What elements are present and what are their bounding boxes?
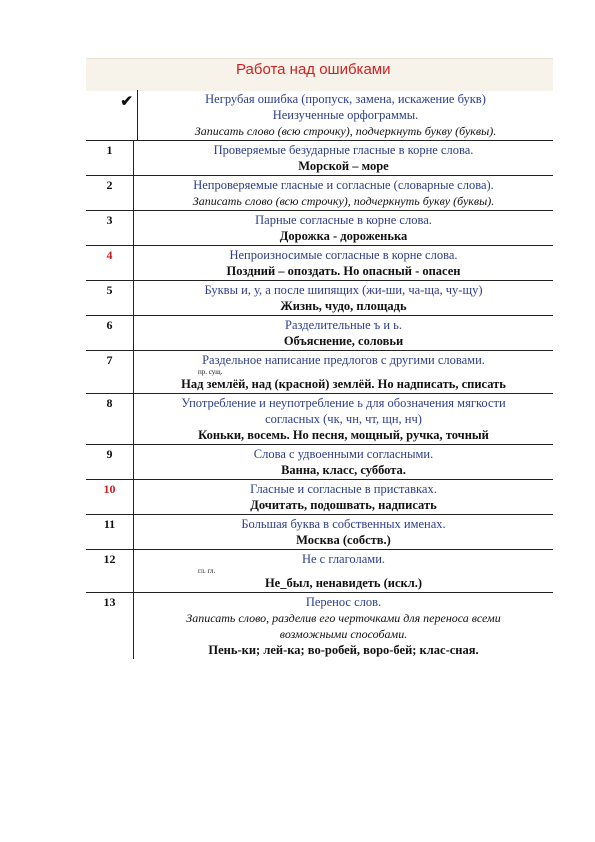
row-content (134, 141, 553, 175)
row-number: 13 (86, 593, 134, 659)
rule-text: Проверяемые безударные гласные в корне слова. (213, 143, 474, 157)
rule-text: Раздельное написание предлогов с другими словами. (202, 353, 485, 367)
table-row (86, 480, 553, 515)
example-text: Объяснение, соловьи (283, 334, 404, 348)
example-text: Коньки, восемь. Но песня, мощный, ручка, точный (198, 428, 489, 442)
row-content (134, 211, 553, 245)
row-number: 10 (86, 480, 134, 514)
row-number: 8 (86, 394, 134, 444)
example-text: Морской – море (298, 159, 389, 173)
table-row (86, 90, 553, 141)
row-content (134, 316, 553, 350)
table-row (86, 246, 553, 281)
table-row (86, 394, 553, 445)
table-row (86, 351, 553, 394)
table-row (86, 281, 553, 316)
rule-text: Не с глаголами. (301, 552, 386, 566)
row-number: 12 (86, 550, 134, 592)
row-number: 2 (86, 176, 134, 210)
row-number: 4 (86, 246, 134, 280)
row-content (134, 351, 553, 393)
page-header (86, 58, 553, 91)
row-number: 3 (86, 211, 134, 245)
row-number: 7 (86, 351, 134, 393)
example-text: Дочитать, подошвать, надписать (250, 498, 437, 512)
rule-text: Непроизносимые согласные в корне слова. (229, 248, 458, 262)
row-content (134, 281, 553, 315)
example-text: Ванна, класс, суббота. (281, 463, 406, 477)
example-text: Над землёй, над (красной) землёй. Но надписать, списать (181, 377, 506, 391)
row-number: 11 (86, 515, 134, 549)
row-number: 9 (86, 445, 134, 479)
row-content (134, 246, 553, 280)
instruction-text: Записать слово (всю строчку), подчеркнуть букву (буквы). (194, 124, 497, 138)
errors-table (86, 90, 553, 659)
grammar-mark: гл. гл. (198, 567, 216, 575)
instruction-text: возможными способами. (279, 627, 408, 641)
rule-text: согласных (чк, чн, чт, щн, нч) (265, 412, 422, 426)
row-content (134, 593, 553, 659)
row-content (134, 515, 553, 549)
row-number: 1 (86, 141, 134, 175)
table-row (86, 593, 553, 659)
row-number: 6 (86, 316, 134, 350)
row-content (134, 176, 553, 210)
rule-text: Буквы и, у, а после шипящих (жи-ши, ча-ща, чу-щу) (204, 283, 483, 297)
row-number: 5 (86, 281, 134, 315)
rule-text: Негрубая ошибка (пропуск, замена, искажение букв) (205, 92, 486, 106)
example-text: Москва (собств.) (296, 533, 391, 547)
example-text: Пень-ки; лей-ка; во-робей, воро-бей; клас-сная. (208, 643, 479, 657)
rule-text: Слова с удвоенными согласными. (253, 447, 434, 461)
table-row (86, 515, 553, 550)
row-content (134, 480, 553, 514)
page-title: Работа над ошибками (236, 61, 391, 78)
rule-text: Гласные и согласные в приставках. (250, 482, 437, 496)
rule-text: Разделительные ъ и ь. (285, 318, 402, 332)
rule-text: Употребление и неупотребление ь для обозначения мягкости (181, 396, 506, 410)
example-text: Поздний – опоздать. Но опасный - опасен (226, 264, 461, 278)
instruction-text: Записать слово, разделив его черточками для переноса всеми (186, 611, 501, 625)
row-content (134, 550, 553, 592)
example-text: Не_был, ненавидеть (искл.) (264, 576, 423, 590)
rule-text: Парные согласные в корне слова. (255, 213, 432, 227)
example-text: Жизнь, чудо, площадь (280, 299, 407, 313)
rule-text: Большая буква в собственных именах. (241, 517, 446, 531)
grammar-mark: пр. сущ. (198, 368, 223, 376)
rule-text: Неизученные орфограммы. (272, 108, 419, 122)
row-content (134, 445, 553, 479)
table-row (86, 550, 553, 593)
rule-text: Перенос слов. (305, 595, 382, 609)
row-content (134, 394, 553, 444)
example-text: Дорожка - дороженька (279, 229, 408, 243)
table-row (86, 141, 553, 176)
table-row (86, 211, 553, 246)
check-icon: ✔ (86, 90, 138, 140)
table-row (86, 316, 553, 351)
instruction-text: Записать слово (всю строчку), подчеркнуть букву (буквы). (192, 194, 495, 208)
rule-text: Непроверяемые гласные и согласные (словарные слова). (193, 178, 494, 192)
row-content (138, 90, 553, 140)
table-row (86, 445, 553, 480)
table-row (86, 176, 553, 211)
